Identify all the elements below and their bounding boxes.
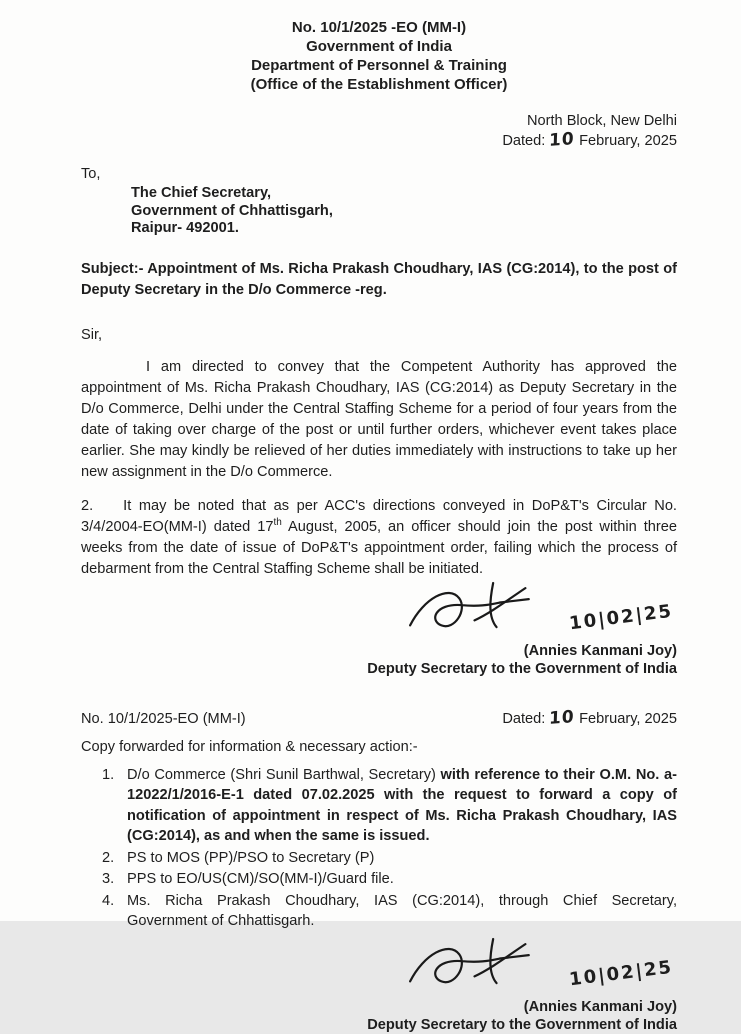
second-dated-line — [502, 708, 677, 730]
list-item-number: 1. — [102, 766, 115, 783]
second-ref-no: No. 10/1/2025-EO (MM-I) — [81, 710, 246, 727]
signature-block-2 — [81, 936, 677, 1034]
second-dated-label: Dated: — [502, 710, 546, 727]
list-item — [102, 848, 677, 869]
recipient-line2: Government of Chhattisgarh, — [131, 202, 333, 219]
list-item-text-normal: PPS to EO/US(CM)/SO(MM-I)/Guard file. — [127, 871, 394, 887]
list-item-text — [127, 848, 677, 869]
list-item — [102, 891, 677, 932]
list-item — [102, 765, 677, 847]
signature-row — [405, 580, 673, 642]
subject-line: Subject:- Appointment of Ms. Richa Prakash Choudhary, IAS (CG:2014), to the post of Deputy Secretary in the D/o Commerce -reg. — [81, 260, 677, 298]
list-item-text — [127, 765, 677, 847]
recipient-block — [131, 185, 677, 238]
list-item-text — [127, 891, 677, 932]
second-handwritten-date-day: 10 — [549, 706, 576, 729]
recipient-line3: Raipur- 492001. — [131, 220, 239, 236]
place-date-block — [81, 112, 677, 150]
signature-scribble — [405, 936, 583, 998]
list-item — [102, 869, 677, 890]
body-paragraph-1: I am directed to convey that the Competent Authority has approved the appointment of Ms. Richa Prakash Choudhary, IAS (CG:2014) as Deputy Secretary in the D/o Commerce, Delhi under the Central Staffing Scheme for a period of four years from the date of taking over charge of the post or until further orders, whichever event takes place earlier. She may kindly be relieved of her duties immediately with instructions to take up her new assignment in the D/o Commerce. — [81, 358, 677, 480]
body-paragraph-2 — [81, 496, 677, 580]
signature-scribble — [405, 580, 583, 642]
signatory-designation: Deputy Secretary to the Government of India — [367, 1016, 677, 1033]
signatory-name: (Annies Kanmani Joy) — [523, 998, 677, 1015]
paragraph-2-text-post: August, 2005, an officer should join the post within three weeks from the date of issue of DoP&T's appointment order, failing which the process of debarment from the Central Staffing Scheme shall be initiated. — [81, 518, 677, 577]
second-reference-row — [81, 708, 677, 730]
letterhead-org-line1: Government of India — [306, 38, 452, 55]
dated-line — [81, 131, 677, 150]
place-line: North Block, New Delhi — [526, 113, 677, 129]
signatory-designation: Deputy Secretary to the Government of India — [367, 660, 677, 677]
dated-rest: February, 2025 — [579, 133, 677, 149]
list-item-number: 3. — [102, 871, 115, 887]
handwritten-date-day: 10 — [549, 129, 576, 151]
list-item-text-normal: Ms. Richa Prakash Choudhary, IAS (CG:2014), through Chief Secretary, Government of Chhattisgarh. — [127, 892, 677, 929]
recipient-line1: The Chief Secretary, — [131, 185, 272, 201]
list-item-text — [127, 869, 677, 890]
paragraph-2-text-pre: It may be noted that as per ACC's directions conveyed in DoP&T's Circular No. 3/4/2004-EO(MM-I) dated 17 — [81, 497, 677, 535]
copy-forwarded-heading: Copy forwarded for information & necessary action:- — [81, 738, 418, 755]
list-item-number: 2. — [102, 849, 115, 866]
letterhead-org-line3: (Office of the Establishment Officer) — [250, 76, 508, 93]
list-item-text-normal: PS to MOS (PP)/PSO to Secretary (P) — [127, 849, 375, 866]
second-dated-rest: February, 2025 — [579, 710, 677, 727]
list-item-text-bold: with reference to their O.M. No. a-12022/1/2016-E-1 dated 07.02.2025 with the request to forward a copy of notification of appointment in respect of Ms. Richa Prakash Choudhary, IAS (CG:2014), as and when the same is issued. — [127, 766, 677, 844]
copy-forwarded-list — [102, 765, 677, 932]
signature-handwritten-date: 10|02|25 — [567, 600, 674, 634]
dated-label: Dated: — [502, 133, 546, 149]
salutation: Sir, — [81, 326, 103, 343]
signature-row — [405, 936, 673, 998]
letterhead — [81, 18, 677, 94]
list-item-text-normal: D/o Commerce (Shri Sunil Barthwal, Secretary) — [127, 766, 441, 783]
list-item-number: 4. — [102, 892, 115, 909]
signature-handwritten-date: 10|02|25 — [567, 956, 674, 990]
signature-block-1 — [81, 580, 677, 678]
letterhead-org-line2: Department of Personnel & Training — [251, 57, 507, 74]
to-label: To, — [81, 166, 101, 182]
letterhead-ref-no: No. 10/1/2025 -EO (MM-I) — [291, 19, 467, 36]
signatory-name: (Annies Kanmani Joy) — [523, 642, 677, 659]
paragraph-2-number: 2. — [81, 497, 94, 514]
paragraph-2-superscript: th — [273, 516, 282, 528]
